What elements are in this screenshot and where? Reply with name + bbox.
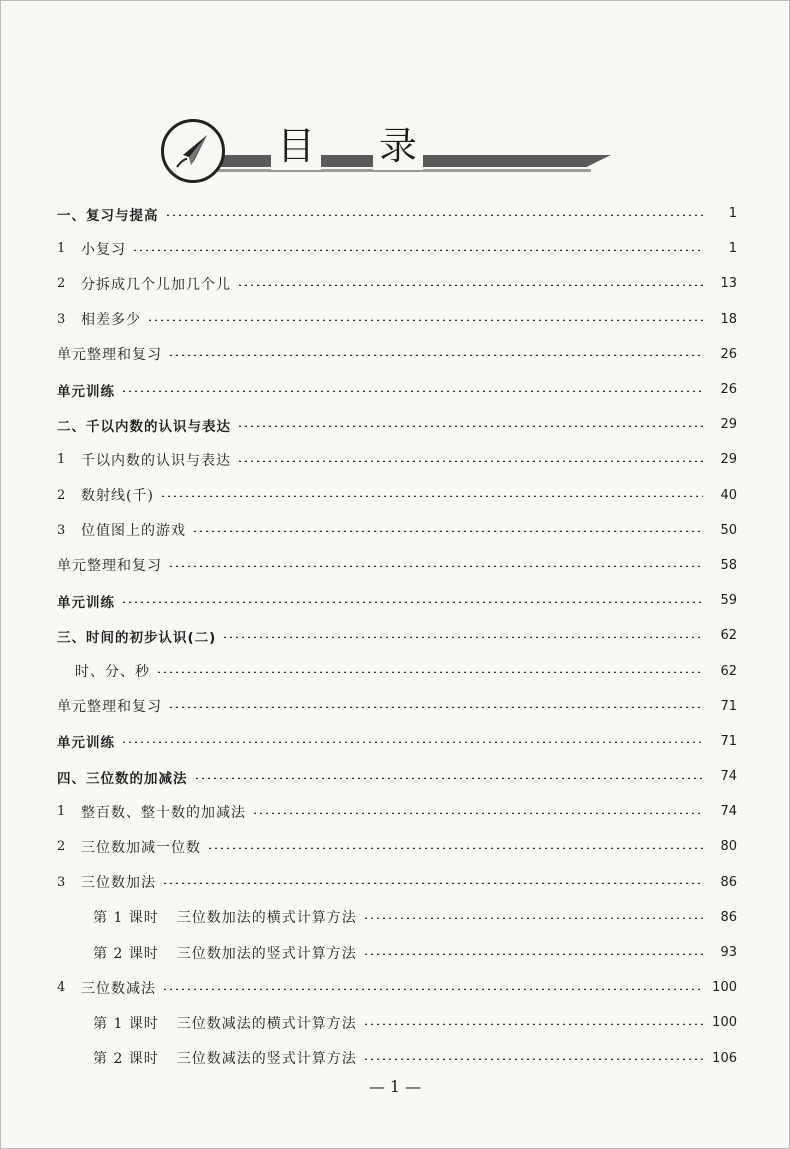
dot-leader	[237, 284, 703, 286]
dot-leader	[363, 1023, 703, 1025]
toc-lesson-title: 三位数减法的竖式计算方法	[176, 1051, 357, 1068]
toc-entry[interactable]	[57, 231, 737, 266]
toc-entry-label: 四、三位数的加减法	[57, 770, 188, 787]
toc-entry[interactable]	[57, 266, 737, 301]
toc-entry-label: 单元训练	[57, 735, 115, 752]
toc-entry-label: 单元训练	[57, 594, 115, 611]
toc-entry-page: 29	[720, 417, 737, 433]
toc-entry[interactable]	[57, 759, 737, 794]
toc-lesson-tag: 第 2 课时	[93, 945, 159, 962]
toc-entry-page: 50	[720, 522, 737, 538]
toc-entry-page: 86	[720, 909, 737, 925]
toc-header	[161, 119, 611, 189]
toc-entry-label	[93, 1013, 357, 1033]
toc-entry-label	[93, 907, 357, 927]
toc-entry[interactable]	[57, 302, 737, 337]
toc-entry-page: 74	[720, 804, 737, 820]
toc-entry[interactable]	[57, 935, 737, 970]
toc-entry-page: 59	[720, 593, 737, 609]
toc-entry[interactable]	[57, 372, 737, 407]
toc-entry-label: 三、时间的初步认识(二)	[57, 629, 217, 646]
toc-entry-label: 单元整理和复习	[57, 347, 162, 364]
dot-leader	[207, 847, 703, 849]
toc-entry-label: 三位数加法	[81, 875, 156, 892]
toc-entry[interactable]	[57, 513, 737, 548]
toc-entry-page: 106	[712, 1050, 737, 1066]
toc-entry[interactable]	[57, 442, 737, 477]
toc-entry-page: 62	[720, 663, 737, 679]
toc-entry[interactable]	[57, 653, 737, 688]
dot-leader	[194, 777, 704, 779]
toc-entry-number: 1	[57, 452, 66, 468]
dot-leader	[165, 214, 704, 216]
dot-leader	[363, 953, 703, 955]
paper-plane-logo	[161, 119, 225, 183]
toc-entry[interactable]	[57, 196, 737, 231]
toc-entry[interactable]	[57, 1041, 737, 1076]
toc-entry-label: 分拆成几个儿加几个儿	[81, 276, 231, 293]
toc-lesson-tag: 第 1 课时	[93, 910, 159, 927]
toc-entry-number: 2	[57, 839, 66, 855]
toc-entry-label: 小复习	[81, 241, 126, 258]
toc-entry-page: 100	[712, 980, 737, 996]
toc-entry[interactable]	[57, 583, 737, 618]
toc-entry[interactable]	[57, 478, 737, 513]
toc-entry[interactable]	[57, 548, 737, 583]
toc-entry-page: 1	[728, 241, 737, 257]
dot-leader	[121, 601, 703, 603]
toc-entry-page: 86	[720, 874, 737, 890]
toc-entry-label: 千以内数的认识与表达	[81, 452, 231, 469]
toc-entry-number: 4	[57, 980, 66, 996]
toc-entry-label	[93, 943, 357, 963]
toc-lesson-tag: 第 2 课时	[93, 1051, 159, 1068]
toc-entry[interactable]	[57, 689, 737, 724]
dot-leader	[160, 495, 703, 497]
toc-entry-label: 单元整理和复习	[57, 699, 162, 716]
dot-leader	[222, 636, 703, 638]
dot-leader	[192, 530, 703, 532]
toc-lesson-title: 三位数加法的竖式计算方法	[176, 945, 357, 962]
toc-entry-page: 71	[720, 698, 737, 714]
dot-leader	[237, 460, 703, 462]
toc-entry[interactable]	[57, 829, 737, 864]
toc-entry-page: 1	[728, 206, 737, 222]
toc-entry-page: 18	[720, 311, 737, 327]
toc-entry-number: 1	[57, 804, 66, 820]
toc-entry-page: 58	[720, 557, 737, 573]
toc-entry-label: 单元训练	[57, 383, 115, 400]
dot-leader	[168, 354, 703, 356]
toc-entry-page: 13	[720, 276, 737, 292]
toc-entry[interactable]	[57, 407, 737, 442]
toc-entry[interactable]	[57, 337, 737, 372]
dot-leader	[156, 671, 703, 673]
toc-lesson-title: 三位数加法的横式计算方法	[176, 910, 357, 927]
toc-entry-number: 3	[57, 311, 66, 327]
toc-lesson-tag: 第 1 课时	[93, 1015, 159, 1032]
toc-entry[interactable]	[57, 970, 737, 1005]
toc-lesson-title: 三位数减法的横式计算方法	[176, 1015, 357, 1032]
toc-entry-label: 一、复习与提高	[57, 207, 159, 224]
toc-entry-page: 40	[720, 487, 737, 503]
dot-leader	[168, 565, 703, 567]
toc-entry-number: 3	[57, 874, 66, 890]
paper-plane-icon	[171, 129, 215, 173]
dot-leader	[168, 706, 703, 708]
toc-entry-page: 62	[720, 628, 737, 644]
toc-entry[interactable]	[57, 618, 737, 653]
dot-leader	[252, 812, 703, 814]
toc-entry-page: 100	[712, 1015, 737, 1031]
toc-entry-number: 2	[57, 276, 66, 292]
toc-entry-label: 位值图上的游戏	[81, 523, 186, 540]
dot-leader	[147, 319, 703, 321]
toc-entry[interactable]	[57, 724, 737, 759]
toc-entry-page: 26	[720, 382, 737, 398]
dot-leader	[363, 917, 703, 919]
dot-leader	[237, 425, 703, 427]
toc-entry-number: 2	[57, 487, 66, 503]
dot-leader	[162, 988, 703, 990]
dot-leader	[132, 249, 703, 251]
toc-entry-label: 相差多少	[81, 312, 141, 329]
toc-entry-label: 单元整理和复习	[57, 558, 162, 575]
toc-entry-page: 26	[720, 346, 737, 362]
toc-entry-page: 71	[720, 733, 737, 749]
toc-entry-page: 29	[720, 452, 737, 468]
page-title-char-2: 录	[373, 115, 423, 170]
toc-entry[interactable]	[57, 900, 737, 935]
dot-leader	[121, 390, 703, 392]
toc-entry-number: 1	[57, 241, 66, 257]
toc-entry-label: 二、千以内数的认识与表达	[57, 418, 231, 435]
toc-entry[interactable]	[57, 865, 737, 900]
toc-entry-label: 数射线(千)	[81, 488, 154, 505]
toc-entry[interactable]	[57, 1005, 737, 1040]
page-number: — 1 —	[368, 1077, 422, 1096]
toc-entry-label: 三位数减法	[81, 980, 156, 997]
toc-entry-label: 时、分、秒	[75, 664, 150, 681]
toc-entry-label: 三位数加减一位数	[81, 839, 201, 856]
dot-leader	[162, 882, 703, 884]
toc-entry-page: 80	[720, 839, 737, 855]
toc-entry-page: 93	[720, 945, 737, 961]
toc-entry-label: 整百数、整十数的加减法	[81, 804, 246, 821]
toc-entry[interactable]	[57, 794, 737, 829]
dot-leader	[121, 741, 703, 743]
toc-entry-page: 74	[720, 769, 737, 785]
dot-leader	[363, 1058, 703, 1060]
page-title-char-1: 目	[271, 115, 321, 170]
toc-entry-number: 3	[57, 522, 66, 538]
toc-entry-label	[93, 1048, 357, 1068]
table-of-contents	[57, 196, 737, 1076]
